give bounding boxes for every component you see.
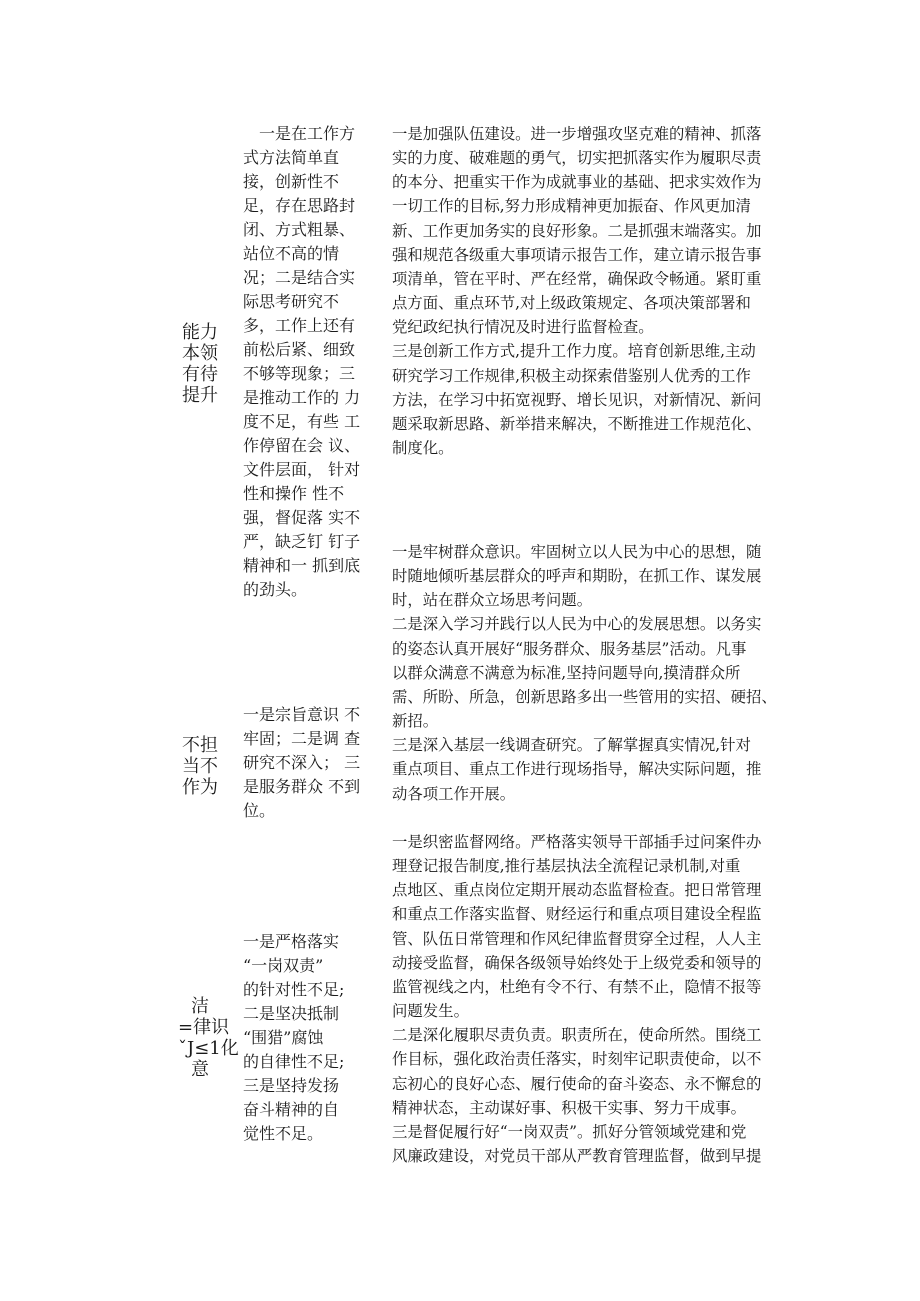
problem-line: 一是严格落实 — [243, 932, 340, 951]
problem-line: 觉性不足。 — [243, 1124, 324, 1143]
problem-line: 是推动工作的 力 — [243, 388, 361, 407]
measure-line: 项清单，管在平时、严在经常，确保政令畅通。紧盯重 — [392, 269, 762, 288]
measure-line: 管、队伍日常管理和作风纪律监督贯穿全过程，人人主 — [392, 929, 762, 948]
problem-line: 是服务群众 不到 — [243, 777, 361, 796]
category-line: 不担 — [182, 735, 218, 756]
problem-line: 多，工作上还有 — [243, 316, 356, 335]
measure-line: 一是加强队伍建设。进一步增强攻坚克难的精神、抓落 — [392, 125, 762, 143]
problem-line: 不够等现象；三 — [243, 364, 356, 383]
measure-line: 方法，在学习中拓宽视野、增长见识，对新情况、新问 — [392, 390, 762, 409]
measure-line: 制度化。 — [392, 439, 454, 458]
row-measures-integrity — [392, 830, 812, 1168]
row-problems-integrity — [243, 930, 371, 1146]
measure-line: 强和规范各级重大事项请示报告工作，建立请示报告事 — [392, 245, 762, 264]
measure-line: 点方面、重点环节,对上级政策规定、各项决策部署和 — [392, 294, 751, 313]
measure-line: 三是深入基层一线调查研究。了解掌握真实情况,针对 — [392, 736, 751, 755]
measure-line: 一是织密监督网络。严格落实领导干部插手过问案件办 — [392, 833, 762, 851]
measure-line: 二是深入学习并践行以人民为中心的发展思想。以务实 — [392, 615, 762, 634]
category-line: 作为 — [182, 777, 218, 798]
problem-line: 的自律性不足; — [243, 1052, 345, 1071]
row-category-ability — [178, 322, 222, 406]
problem-line: 牢固；二是调 查 — [243, 729, 361, 748]
measure-line: 忘初心的良好心态、履行使命的奋斗姿态、永不懈怠的 — [392, 1074, 762, 1093]
problem-line: 一是在工作方 — [243, 124, 356, 143]
measure-line: 新、工作更加务实的良好形象。二是抓强末端落实。加 — [392, 221, 762, 240]
category-line: 意 — [191, 1059, 209, 1080]
row-problems-responsibility — [243, 703, 371, 823]
category-line: ˇJ≤1化 — [178, 1038, 239, 1059]
measure-line: 一是牢树群众意识。牢固树立以人民为中心的思想，随 — [392, 543, 762, 561]
measure-line: 二是深化履职尽责负责。职责所在，使命所然。围绕工 — [392, 1026, 762, 1045]
measure-line: 的姿态认真开展好“服务群众、服务基层”活动。凡事 — [392, 639, 747, 658]
problem-line: 一是宗旨意识 不 — [243, 705, 361, 724]
measure-line: 题采取新思路、新举措来解决，不断推进工作规范化、 — [392, 414, 762, 433]
problem-line: 的针对性不足; — [243, 980, 345, 999]
category-line: 有待 — [182, 364, 218, 385]
category-line: 洁 — [191, 996, 209, 1017]
measure-line: 一切工作的目标,努力形成精神更加振奋、作风更加清 — [392, 197, 751, 216]
problem-line: 际思考研究不 — [243, 292, 340, 311]
problem-line: 作停留在会 议、 — [243, 436, 361, 455]
measure-line: 以群众满意不满意为标准,坚持问题导向,摸清群众所 — [392, 663, 741, 682]
problem-line: 严，缺乏钉 钉子 — [243, 532, 361, 551]
measure-line: 风廉政建设，对党员干部从严教育管理监督，做到早提 — [392, 1147, 762, 1166]
measure-line: 新招。 — [392, 712, 439, 731]
row-category-integrity — [178, 996, 239, 1080]
problem-line: 位。 — [243, 801, 276, 820]
measure-line: 动各项工作开展。 — [392, 784, 516, 803]
measure-line: 党纪政纪执行情况及时进行监督检查。 — [392, 318, 654, 337]
problem-line: “围猎”腐蚀 — [243, 1028, 324, 1047]
problem-line: “一岗双责” — [243, 956, 324, 975]
measure-line: 理登记报告制度,推行基层执法全流程记录机制,对重 — [392, 857, 741, 876]
problem-line: 文件层面， 针对 — [243, 460, 361, 479]
problem-line: 站位不高的情 — [243, 244, 340, 263]
measure-line: 监管视线之内，杜绝有令不行、有禁不止，隐情不报等 — [392, 977, 762, 996]
measure-line: 需、所盼、所急，创新思路多出一些管用的实招、硬招、 — [392, 687, 777, 706]
problem-line: 强，督促落 实不 — [243, 508, 361, 527]
row-problems-ability — [243, 122, 371, 602]
problem-line: 足，存在思路封 — [243, 196, 356, 215]
measure-line: 动接受监督，确保各级领导始终处于上级党委和领导的 — [392, 953, 762, 972]
category-line: =律识 — [178, 1017, 230, 1038]
problem-line: 研究不深入； 三 — [243, 753, 361, 772]
problem-line: 性和操作 性不 — [243, 484, 345, 503]
category-line: 当不 — [182, 756, 218, 777]
problem-line: 况；二是结合实 — [243, 268, 356, 287]
measure-line: 精神状态，主动谋好事、积极干实事、努力干成事。 — [392, 1098, 746, 1117]
row-category-responsibility — [178, 735, 222, 798]
problem-line: 式方法简单直 — [243, 148, 340, 167]
measure-line: 三是督促履行好“一岗双责”。抓好分管领域党建和党 — [392, 1122, 747, 1141]
measure-line: 的本分、把重实干作为成就事业的基础、把求实效作为 — [392, 173, 762, 192]
category-line: 本领 — [182, 343, 218, 364]
measure-line: 和重点工作落实监督、财经运行和重点项目建设全程监 — [392, 905, 762, 924]
problem-line: 接，创新性不 — [243, 172, 340, 191]
row-measures-responsibility — [392, 540, 812, 806]
problem-line: 三是坚持发扬 — [243, 1076, 340, 1095]
problem-line: 的劲头。 — [243, 580, 308, 599]
measure-line: 三是创新工作方式,提升工作力度。培育创新思维,主动 — [392, 342, 756, 361]
measure-line: 时随地倾听基层群众的呼声和期盼，在抓工作、谋发展 — [392, 567, 762, 586]
row-measures-ability — [392, 122, 812, 460]
problem-line: 奋斗精神的自 — [243, 1100, 340, 1119]
measure-line: 时，站在群众立场思考问题。 — [392, 591, 593, 610]
measure-line: 问题发生。 — [392, 1002, 469, 1021]
measure-line: 重点项目、重点工作进行现场指导，解决实际问题，推 — [392, 760, 762, 779]
problem-line: 二是坚决抵制 — [243, 1004, 340, 1023]
measure-line: 实的力度、破难题的勇气，切实把抓落实作为履职尽责 — [392, 149, 762, 168]
measure-line: 作目标，强化政治责任落实，时刻牢记职责使命，以不 — [392, 1050, 762, 1069]
problem-line: 精神和一 抓到底 — [243, 556, 361, 575]
category-line: 能力 — [182, 322, 218, 343]
problem-line: 闭、方式粗暴、 — [243, 220, 356, 239]
problem-line: 度不足，有些 工 — [243, 412, 361, 431]
problem-line: 前松后紧、细致 — [243, 340, 356, 359]
measure-line: 点地区、重点岗位定期开展动态监督检查。把日常管理 — [392, 881, 762, 900]
category-line: 提升 — [182, 385, 218, 406]
measure-line: 研究学习工作规律,积极主动探索借鉴别人优秀的工作 — [392, 366, 751, 385]
